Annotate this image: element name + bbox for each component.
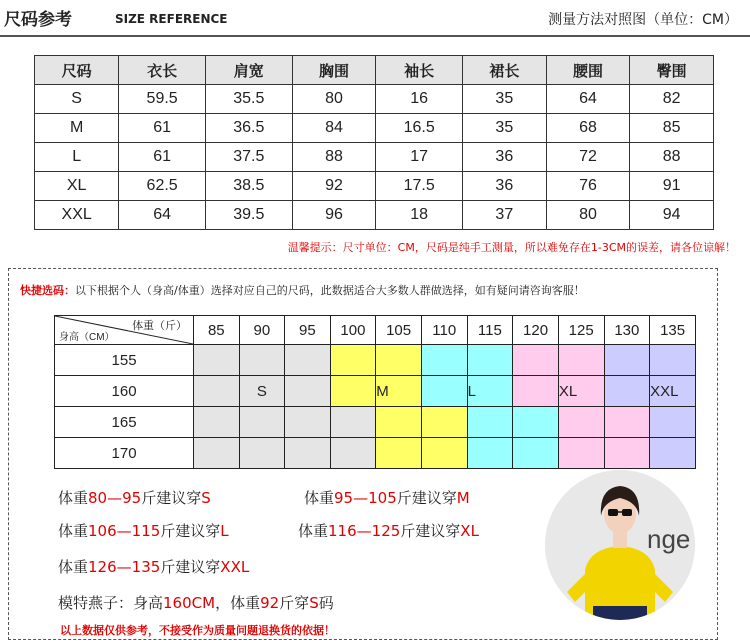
size-label-m: M	[376, 376, 422, 407]
weight-header-cell: 100	[330, 316, 376, 345]
size-cell-xl	[558, 438, 604, 469]
table-cell: 64	[546, 85, 630, 114]
rec-range: 106—115	[88, 522, 161, 540]
weight-header-cell: 135	[650, 316, 696, 345]
table-cell: 35	[463, 85, 547, 114]
table-cell: 62.5	[119, 172, 206, 201]
recommendation-xl	[298, 520, 479, 541]
size-cell-s	[330, 407, 376, 438]
rec-size: L	[220, 522, 229, 540]
weight-header-cell: 105	[376, 316, 422, 345]
model-text: 斤穿	[279, 594, 310, 612]
header-cell: 尺码	[35, 56, 119, 85]
size-cell-xl	[513, 376, 559, 407]
table-row	[35, 85, 714, 114]
table-cell: 88	[292, 143, 376, 172]
height-row	[55, 438, 696, 469]
size-cell-l	[513, 407, 559, 438]
table-cell: L	[35, 143, 119, 172]
rec-range: 116—125	[328, 522, 401, 540]
size-cell-xxl	[650, 438, 696, 469]
table-cell: 91	[630, 172, 714, 201]
rec-text: 斤建议穿	[160, 522, 221, 540]
table-cell: 17.5	[376, 172, 463, 201]
size-label-s: S	[239, 376, 285, 407]
rec-size: S	[201, 489, 211, 507]
size-cell-s	[194, 345, 240, 376]
height-row	[55, 345, 696, 376]
header-cell: 腰围	[546, 56, 630, 85]
table-row	[35, 172, 714, 201]
size-cell-xxl	[604, 376, 650, 407]
tolerance-note: 温馨提示：尺寸单位：CM，尺码是纯手工测量，所以难免存在1-3CM的误差，请各位谅解！	[287, 241, 736, 254]
recommendation-s	[58, 487, 211, 508]
weight-header-cell: 125	[558, 316, 604, 345]
size-cell-xl	[513, 345, 559, 376]
model-illustration	[545, 470, 695, 620]
rec-size: M	[456, 489, 470, 507]
height-cell: 170	[55, 438, 194, 469]
weight-header-row	[55, 316, 696, 345]
table-cell: S	[35, 85, 119, 114]
height-row	[55, 376, 696, 407]
size-label-xl: XL	[558, 376, 604, 407]
table-cell: 80	[292, 85, 376, 114]
rec-text: 斤建议穿	[400, 522, 461, 540]
size-cell-s	[239, 407, 285, 438]
model-height: 160CM	[163, 594, 216, 612]
weight-header-cell: 130	[604, 316, 650, 345]
table-cell: 72	[546, 143, 630, 172]
page-subtitle: SIZE REFERENCE	[115, 12, 228, 26]
table-cell: 39.5	[205, 201, 292, 230]
size-cell-s	[285, 407, 331, 438]
size-cell-l	[421, 345, 467, 376]
header-divider	[0, 35, 750, 37]
weight-header-cell: 90	[239, 316, 285, 345]
disclaimer-note: 以上数据仅供参考，不接受作为质量问题退换货的依据！	[60, 624, 335, 637]
size-cell-xxl	[650, 407, 696, 438]
table-cell: 36	[463, 143, 547, 172]
rec-text: 斤建议穿	[141, 489, 202, 507]
model-size: S	[309, 594, 319, 612]
weight-header-cell: 110	[421, 316, 467, 345]
table-cell: 38.5	[205, 172, 292, 201]
weight-header-cell: 95	[285, 316, 331, 345]
table-cell: 37	[463, 201, 547, 230]
rec-text: 斤建议穿	[396, 489, 457, 507]
model-text: 模特燕子：身高	[58, 594, 164, 612]
size-cell-xl	[558, 407, 604, 438]
rec-size: XL	[460, 522, 479, 540]
size-table-header	[35, 56, 714, 85]
table-cell: 82	[630, 85, 714, 114]
table-cell: 84	[292, 114, 376, 143]
quick-select-intro	[20, 282, 585, 298]
rec-text: 体重	[298, 522, 329, 540]
rec-text: 体重	[58, 558, 89, 576]
header-cell: 胸围	[292, 56, 376, 85]
size-label-l: L	[467, 376, 513, 407]
size-cell-s	[194, 376, 240, 407]
weight-header-cell: 120	[513, 316, 559, 345]
header	[0, 0, 750, 36]
table-cell: 36.5	[205, 114, 292, 143]
height-axis-label: 身高（CM）	[59, 332, 115, 343]
table-cell: 61	[119, 114, 206, 143]
table-cell: 18	[376, 201, 463, 230]
header-cell: 袖长	[376, 56, 463, 85]
rec-text: 体重	[304, 489, 335, 507]
size-cell-s	[194, 438, 240, 469]
size-cell-m	[376, 438, 422, 469]
quick-select-text: 以下根据个人（身高/体重）选择对应自己的尺码，此数据适合大多数人群做选择，如有疑问请咨询客服！	[75, 284, 585, 297]
rec-range: 126—135	[88, 558, 161, 576]
size-cell-xl	[604, 407, 650, 438]
height-cell: 165	[55, 407, 194, 438]
size-cell-s	[285, 345, 331, 376]
size-cell-m	[330, 345, 376, 376]
measure-unit-label: 测量方法对照图（单位：CM）	[548, 12, 738, 28]
page-title: 尺码参考	[4, 10, 72, 30]
corner-header-cell	[55, 316, 194, 345]
table-cell: 68	[546, 114, 630, 143]
header-cell: 肩宽	[205, 56, 292, 85]
rec-range: 80—95	[88, 489, 142, 507]
size-cell-s	[285, 438, 331, 469]
size-cell-s	[330, 438, 376, 469]
table-cell: 17	[376, 143, 463, 172]
model-text: ，体重	[215, 594, 261, 612]
table-row	[35, 143, 714, 172]
table-row	[35, 201, 714, 230]
header-cell: 臀围	[630, 56, 714, 85]
table-cell: 85	[630, 114, 714, 143]
shirt-background-text: nge	[647, 524, 691, 554]
rec-text: 体重	[58, 522, 89, 540]
recommendation-m	[304, 487, 470, 508]
table-cell: 37.5	[205, 143, 292, 172]
table-row	[35, 114, 714, 143]
size-cell-xl	[604, 438, 650, 469]
recommendation-l	[58, 520, 229, 541]
table-cell: 36	[463, 172, 547, 201]
size-cell-l	[467, 345, 513, 376]
recommendation-xxl	[58, 556, 249, 577]
model-info	[58, 592, 334, 613]
table-cell: 92	[292, 172, 376, 201]
size-cell-m	[330, 376, 376, 407]
size-cell-l	[467, 407, 513, 438]
height-row	[55, 407, 696, 438]
weight-header-cell: 85	[194, 316, 240, 345]
size-cell-m	[421, 407, 467, 438]
table-cell: M	[35, 114, 119, 143]
table-cell: 94	[630, 201, 714, 230]
table-cell: 35.5	[205, 85, 292, 114]
weight-header-cell: 115	[467, 316, 513, 345]
size-cell-s	[239, 438, 285, 469]
size-cell-l	[513, 438, 559, 469]
rec-text: 体重	[58, 489, 89, 507]
size-cell-s	[194, 407, 240, 438]
table-cell: 61	[119, 143, 206, 172]
size-table	[34, 55, 714, 230]
table-cell: XXL	[35, 201, 119, 230]
size-cell-l	[467, 438, 513, 469]
table-cell: 88	[630, 143, 714, 172]
size-cell-m	[421, 438, 467, 469]
height-cell: 155	[55, 345, 194, 376]
size-cell-xxl	[650, 345, 696, 376]
size-cell-m	[376, 407, 422, 438]
size-cell-m	[376, 345, 422, 376]
model-photo	[545, 470, 695, 620]
table-cell: XL	[35, 172, 119, 201]
table-cell: 96	[292, 201, 376, 230]
quick-select-label: 快捷选码：	[20, 284, 75, 297]
table-cell: 16.5	[376, 114, 463, 143]
table-cell: 35	[463, 114, 547, 143]
size-label-xxl: XXL	[650, 376, 696, 407]
height-cell: 160	[55, 376, 194, 407]
size-cell-s	[239, 345, 285, 376]
table-cell: 64	[119, 201, 206, 230]
rec-text: 斤建议穿	[160, 558, 221, 576]
size-cell-s	[285, 376, 331, 407]
header-cell: 裙长	[463, 56, 547, 85]
rec-range: 95—105	[334, 489, 397, 507]
model-weight: 92	[260, 594, 280, 612]
header-cell: 衣长	[119, 56, 206, 85]
size-cell-l	[421, 376, 467, 407]
weight-axis-label: 体重（斤）	[132, 320, 188, 332]
rec-size: XXL	[220, 558, 250, 576]
table-cell: 76	[546, 172, 630, 201]
table-cell: 80	[546, 201, 630, 230]
table-cell: 59.5	[119, 85, 206, 114]
size-cell-xl	[558, 345, 604, 376]
size-cell-xxl	[604, 345, 650, 376]
table-cell: 16	[376, 85, 463, 114]
weight-height-table	[54, 315, 696, 469]
model-text: 码	[318, 594, 334, 612]
